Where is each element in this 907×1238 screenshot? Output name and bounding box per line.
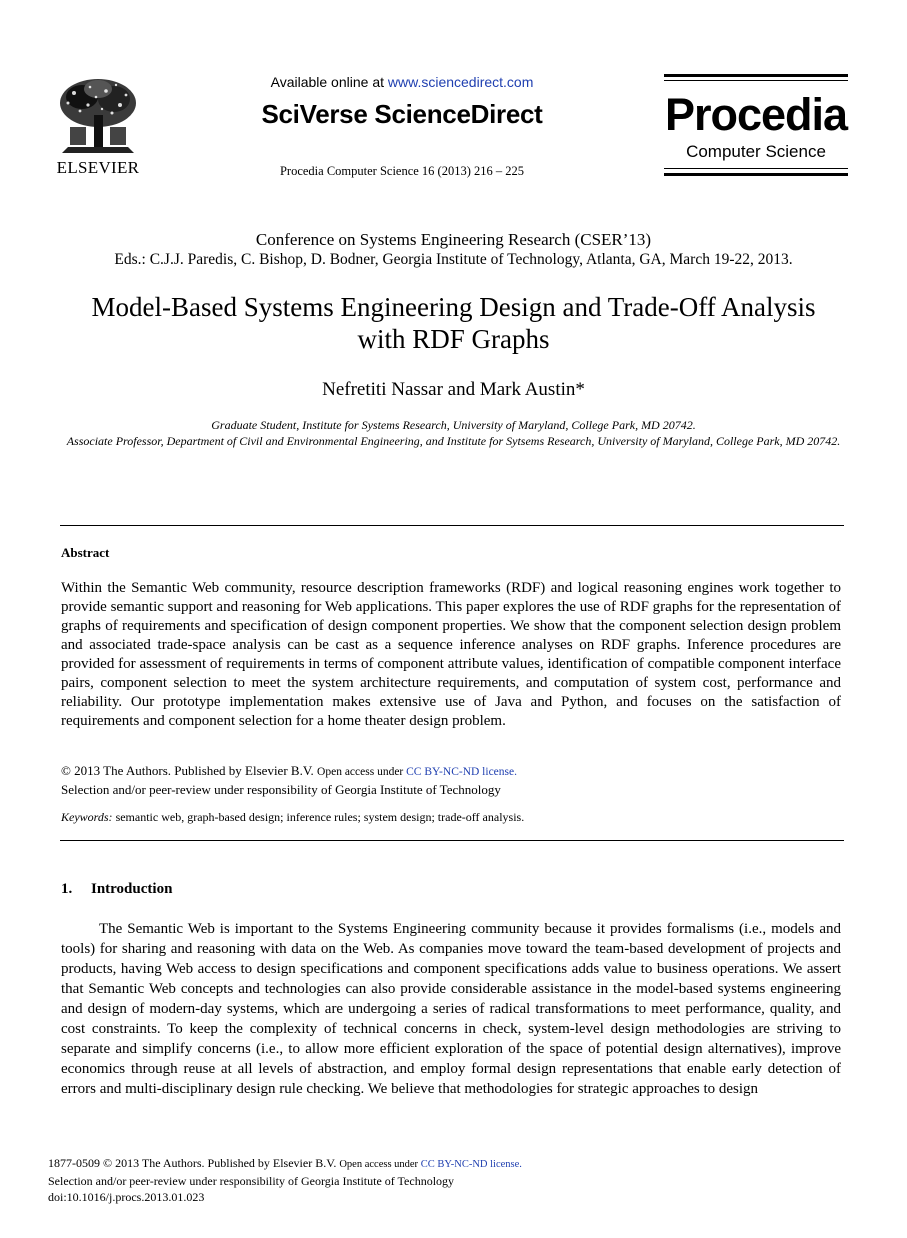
footer-open-access-text: Open access under	[339, 1159, 421, 1170]
paper-title-line-2: with RDF Graphs	[357, 324, 550, 354]
procedia-logo	[664, 74, 848, 176]
license-link[interactable]: CC BY-NC-ND license.	[406, 766, 517, 778]
affiliation-1: Graduate Student, Institute for Systems Research, University of Maryland, College Park, MD 20742.	[211, 418, 696, 432]
procedia-bottom-rule-thin	[664, 168, 848, 169]
abstract-bottom-divider	[60, 840, 844, 841]
keywords-list: semantic web, graph-based design; inference rules; system design; trade-off analysis.	[112, 810, 525, 824]
conference-editors: Eds.: C.J.J. Paredis, C. Bishop, D. Bodner, Georgia Institute of Technology, Atlanta, GA, March 19-22, 2013.	[114, 251, 793, 268]
footer-license-link[interactable]: CC BY-NC-ND license.	[420, 1159, 522, 1170]
elsevier-wordmark: ELSEVIER	[56, 158, 140, 177]
procedia-subtitle: Computer Science	[686, 142, 826, 161]
affiliation-2: Associate Professor, Department of Civil and Environmental Engineering, and Institute for Sytsems Research, University of Maryland, College Park, MD 20742.	[66, 434, 841, 448]
section-title: Introduction	[91, 881, 173, 897]
copyright-text: © 2013 The Authors. Published by Elsevier B.V.	[61, 763, 318, 778]
sciverse-sciencedirect-logo: SciVerse ScienceDirect	[261, 99, 543, 129]
paper-title-line-1: Model-Based Systems Engineering Design and Trade-Off Analysis	[91, 292, 816, 322]
copyright-line	[61, 762, 841, 781]
peer-review-note: Selection and/or peer-review under responsibility of Georgia Institute of Technology	[61, 782, 501, 797]
procedia-top-rule-thin	[664, 80, 848, 81]
conference-name: Conference on Systems Engineering Research (CSER’13)	[255, 230, 652, 249]
procedia-title: Procedia	[664, 89, 848, 140]
available-prefix: Available online at	[270, 74, 388, 90]
paper-authors: Nefretiti Nassar and Mark Austin*	[322, 379, 585, 400]
copyright-block	[61, 762, 841, 798]
footer-peer-review-note: Selection and/or peer-review under responsibility of Georgia Institute of Technology	[48, 1174, 455, 1188]
available-online-line	[230, 73, 574, 91]
footer-copyright-line	[48, 1155, 848, 1173]
footer-doi[interactable]: doi:10.1016/j.procs.2013.01.023	[48, 1190, 205, 1204]
elsevier-tree-icon	[52, 75, 144, 159]
page-footer	[48, 1155, 848, 1205]
keywords-label: Keywords:	[61, 810, 113, 824]
elsevier-logo	[52, 75, 144, 177]
abstract-heading: Abstract	[61, 545, 110, 560]
section-number: 1.	[61, 881, 73, 897]
procedia-bottom-rule	[664, 173, 848, 176]
introduction-body: The Semantic Web is important to the Systems Engineering community because it provides formalisms (i.e., models and tools) for sharing and reasoning with data on the Web. As companies move toward the team-based development of projects and products, having Web access to design specifications and component specifications adds value to business operations. We assert that Semantic Web concepts and technologies can also provide considerable assistance in the model-based systems engineering and design of modern-day systems, which are undergoing a series of radical transformations to meet performance, quality, and cost constraints. To keep the complexity of technical concerns in check, system-level design methodologies are striving to separate and simplify concerns (i.e., to allow more efficient exploration of the space of potential design alternatives), improve economics through reuse at all levels of abstraction, and employ formal design representations that enable early detection of errors and multi-disciplinary design rule checking. We believe that methodologies for strategic approaches to design	[61, 921, 841, 1097]
journal-citation: Procedia Computer Science 16 (2013) 216 – 225	[279, 164, 525, 178]
procedia-top-rule	[664, 74, 848, 77]
section-heading-introduction	[61, 880, 172, 898]
abstract-top-divider	[60, 525, 844, 526]
keywords-line	[61, 809, 841, 825]
footer-issn-copyright: 1877-0509 © 2013 The Authors. Published by Elsevier B.V.	[48, 1156, 340, 1170]
sciencedirect-link[interactable]: www.sciencedirect.com	[387, 74, 534, 90]
paper-title	[40, 291, 867, 355]
open-access-text: Open access under	[317, 766, 407, 778]
abstract-body: Within the Semantic Web community, resource description frameworks (RDF) and logical reasoning engines work together to provide semantic support and reasoning for Web applications. This paper explores the use of RDF graphs for the representation of graphs of requirements and specification of design component properties. We show that the component selection design problem and associated trade-space analysis can be cast as a sequence inference analyses on RDF graphs. Inference procedures are provided for assessment of requirements in terms of component attribute values, identification of compatible component interface pairs, component selection to meet the system architecture requirements, and computation of system cost, performance and reliability. Our prototype implementation makes extensive use of Java and Python, and focuses on the satisfaction of requirements and component selection for a home theater design problem.	[61, 580, 841, 729]
